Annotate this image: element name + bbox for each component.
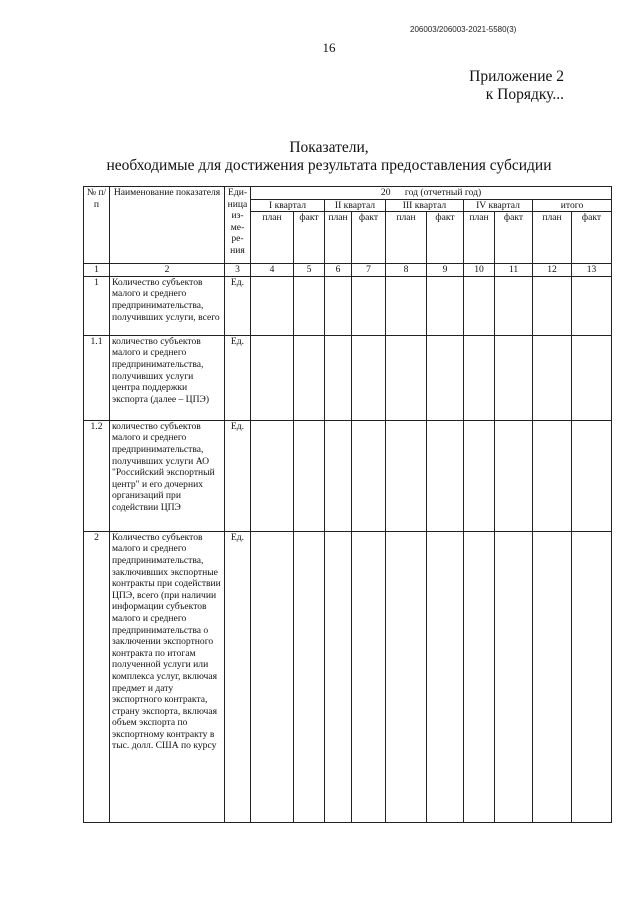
header-plan: план — [251, 212, 294, 264]
empty-cell — [352, 335, 386, 420]
empty-cell — [495, 335, 533, 420]
empty-cell — [427, 420, 464, 531]
header-q4: IV квартал — [464, 199, 533, 212]
column-numbers-row — [84, 264, 612, 277]
row-num: 1.1 — [84, 335, 110, 420]
row-unit: Ед. — [225, 335, 251, 420]
header-fact: факт — [294, 212, 325, 264]
empty-cell — [325, 420, 352, 531]
row-name: Количество субъектов малого и среднего предпринимательства, получивших услуги, всего — [110, 276, 225, 335]
column-number: 4 — [251, 264, 294, 277]
column-number: 10 — [464, 264, 495, 277]
empty-cell — [427, 531, 464, 822]
column-number: 5 — [294, 264, 325, 277]
appendix-line-1: Приложение 2 — [469, 68, 564, 85]
appendix-line-2: к Порядку... — [485, 86, 564, 103]
column-number: 2 — [110, 264, 225, 277]
header-fact: факт — [352, 212, 386, 264]
page-number: 16 — [322, 40, 336, 55]
empty-cell — [251, 531, 294, 822]
header-fact: факт — [495, 212, 533, 264]
empty-cell — [294, 335, 325, 420]
header-fact: факт — [427, 212, 464, 264]
header-total: итого — [533, 199, 612, 212]
empty-cell — [464, 531, 495, 822]
column-number: 8 — [386, 264, 427, 277]
empty-cell — [572, 276, 612, 335]
column-number: 1 — [84, 264, 110, 277]
empty-cell — [386, 335, 427, 420]
empty-cell — [533, 276, 572, 335]
title-line-2: необходимые для достижения результата предоставления субсидии — [106, 157, 552, 174]
empty-cell — [386, 531, 427, 822]
empty-cell — [533, 420, 572, 531]
header-year: 20 год (отчетный год) — [251, 187, 612, 200]
column-number: 11 — [495, 264, 533, 277]
empty-cell — [533, 335, 572, 420]
header-unit: Еди-ница из-ме-ре-ния — [225, 187, 251, 264]
row-num: 1.2 — [84, 420, 110, 531]
empty-cell — [251, 276, 294, 335]
empty-cell — [352, 276, 386, 335]
empty-cell — [325, 335, 352, 420]
empty-cell — [386, 420, 427, 531]
header-q3: III квартал — [386, 199, 464, 212]
row-name: Количество субъектов малого и среднего предпринимательства, заключивших экспортные контракты при содействии ЦПЭ, всего (при наличии информации субъектов малого и среднего предпринимательства о заключении экспортного контракта по итогам полученной услуги или комплекса услуг, включая предмет и дату экспортного контракта, страну экспорта, включая объем экспорта по экспортному контракту в тыс. долл. США по курсу — [110, 531, 225, 822]
indicators-table — [83, 186, 612, 823]
empty-cell — [572, 531, 612, 822]
row-name: количество субъектов малого и среднего предпринимательства, получивших услуги АО "Российский экспортный центр" и его дочерних организаций при содействии ЦПЭ — [110, 420, 225, 531]
title-line-1: Показатели, — [289, 139, 369, 156]
table-row — [84, 420, 612, 531]
row-unit: Ед. — [225, 531, 251, 822]
empty-cell — [495, 531, 533, 822]
header-num: № п/п — [84, 187, 110, 264]
empty-cell — [495, 276, 533, 335]
header-name: Наименование показателя — [110, 187, 225, 264]
table-row — [84, 531, 612, 822]
appendix-label — [469, 68, 564, 104]
empty-cell — [464, 420, 495, 531]
empty-cell — [427, 276, 464, 335]
header-plan: план — [386, 212, 427, 264]
row-unit: Ед. — [225, 276, 251, 335]
document-title — [0, 139, 640, 175]
table-row — [84, 276, 612, 335]
row-num: 1 — [84, 276, 110, 335]
empty-cell — [386, 276, 427, 335]
empty-cell — [294, 531, 325, 822]
header-fact: факт — [572, 212, 612, 264]
row-num: 2 — [84, 531, 110, 822]
empty-cell — [294, 420, 325, 531]
empty-cell — [533, 531, 572, 822]
header-q1: I квартал — [251, 199, 325, 212]
row-unit: Ед. — [225, 420, 251, 531]
header-plan: план — [325, 212, 352, 264]
empty-cell — [251, 420, 294, 531]
column-number: 6 — [325, 264, 352, 277]
empty-cell — [325, 276, 352, 335]
table-row — [84, 335, 612, 420]
column-number: 9 — [427, 264, 464, 277]
row-name: количество субъектов малого и среднего предпринимательства, получивших услуги центра поддержки экспорта (далее – ЦПЭ) — [110, 335, 225, 420]
empty-cell — [572, 420, 612, 531]
empty-cell — [427, 335, 464, 420]
document-id: 206003/206003-2021-5580(3) — [410, 25, 517, 34]
column-number: 12 — [533, 264, 572, 277]
empty-cell — [294, 276, 325, 335]
empty-cell — [464, 335, 495, 420]
empty-cell — [572, 335, 612, 420]
header-q2: II квартал — [325, 199, 386, 212]
header-plan: план — [533, 212, 572, 264]
column-number: 3 — [225, 264, 251, 277]
column-number: 13 — [572, 264, 612, 277]
column-number: 7 — [352, 264, 386, 277]
empty-cell — [325, 531, 352, 822]
empty-cell — [251, 335, 294, 420]
empty-cell — [352, 420, 386, 531]
empty-cell — [352, 531, 386, 822]
empty-cell — [495, 420, 533, 531]
header-plan: план — [464, 212, 495, 264]
empty-cell — [464, 276, 495, 335]
